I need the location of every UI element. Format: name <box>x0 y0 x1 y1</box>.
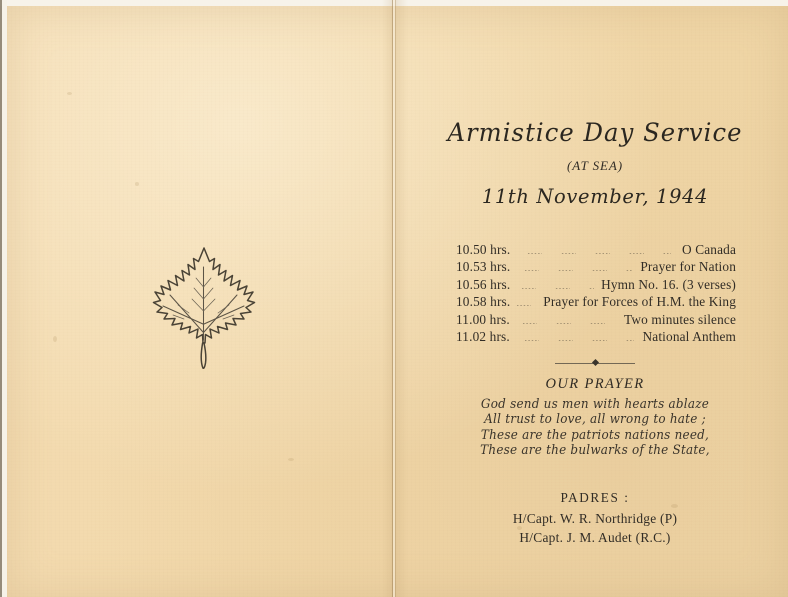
padres-list <box>402 509 788 547</box>
service-schedule <box>456 242 736 346</box>
schedule-row <box>456 294 736 311</box>
schedule-row <box>456 312 736 329</box>
schedule-time: 10.53 hrs. <box>456 259 511 275</box>
prayer-heading: OUR PRAYER <box>545 376 645 392</box>
schedule-event: Prayer for Forces of H.M. the King <box>543 294 736 310</box>
schedule-time: 11.02 hrs. <box>456 328 510 344</box>
service-title: Armistice Day Service <box>447 118 743 147</box>
padre-name: H/Capt. W. R. Northridge (P) <box>512 511 678 526</box>
schedule-row <box>456 259 736 276</box>
diamond-ornament-icon <box>591 359 598 366</box>
schedule-event: Prayer for Nation <box>640 259 736 275</box>
schedule-row <box>456 277 736 294</box>
dot-leader <box>514 253 678 254</box>
prayer-line: God send us men with hearts ablaze <box>480 396 710 411</box>
schedule-event: National Anthem <box>642 328 736 344</box>
left-page <box>7 6 388 597</box>
prayer-verses <box>402 396 788 458</box>
dot-leader <box>514 288 597 289</box>
schedule-time: 10.56 hrs. <box>456 276 511 292</box>
diamond-divider <box>402 358 788 368</box>
schedule-event: Two minutes silence <box>624 311 736 327</box>
service-date: 11th November, 1944 <box>481 184 709 208</box>
schedule-row <box>456 242 736 259</box>
dot-leader <box>514 305 539 306</box>
schedule-event: Hymn No. 16. (3 verses) <box>601 276 736 292</box>
dot-leader <box>514 340 639 341</box>
prayer-line: All trust to love, all wrong to hate ; <box>484 411 706 427</box>
schedule-row <box>456 329 736 346</box>
prayer-line: These are the bulwarks of the State, <box>480 442 710 458</box>
service-location: (AT SEA) <box>567 158 623 173</box>
dot-leader <box>514 270 636 271</box>
schedule-time: 10.58 hrs. <box>456 294 511 310</box>
schedule-time: 11.00 hrs. <box>456 311 510 327</box>
padres-heading: PADRES : <box>560 490 630 505</box>
schedule-event: O Canada <box>682 242 736 257</box>
right-page <box>402 6 788 597</box>
schedule-time: 10.50 hrs. <box>456 242 511 257</box>
prayer-line: These are the patriots nations need, <box>480 426 710 442</box>
padre-name: H/Capt. J. M. Audet (R.C.) <box>519 530 671 545</box>
dot-leader <box>514 323 620 324</box>
maple-leaf-icon <box>148 239 260 369</box>
